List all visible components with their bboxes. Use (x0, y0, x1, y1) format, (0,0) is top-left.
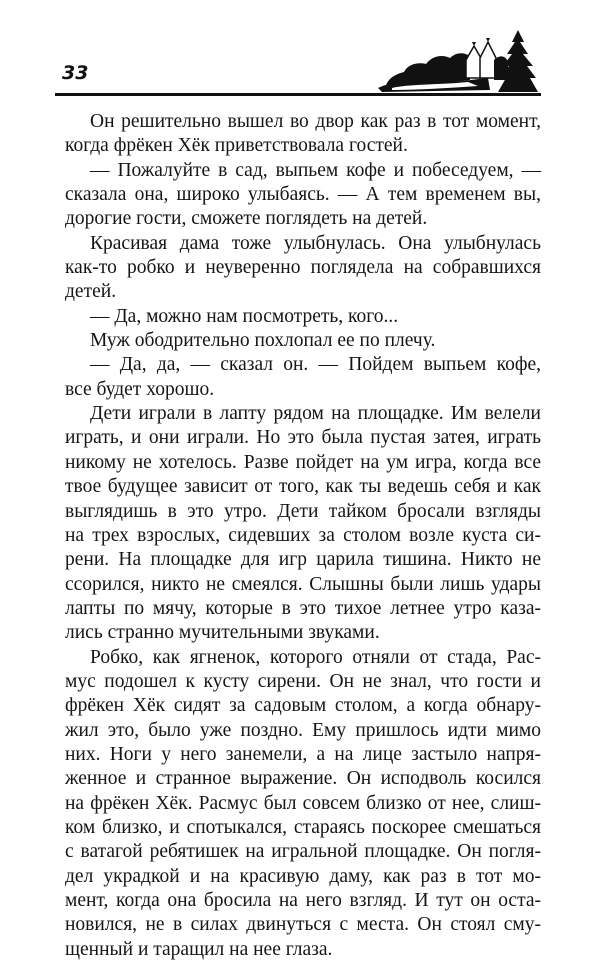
text-line: лапты по мячу, которые в это тихое летнее утро каза- (65, 597, 541, 619)
text-line: когда фрёкен Хёк приветствовала гостей. (65, 135, 408, 157)
text-line: них. Ноги у него занемели, а на лице застыло напря- (65, 743, 541, 765)
text-line: с ватагой ребятишек на игральной площадке. Он погля- (65, 841, 541, 863)
page-number: 33 (62, 62, 89, 84)
text-line: рени. На площадке для игр царила тишина. Никто не (65, 549, 541, 571)
text-line: Робко, как ягненок, которого отняли от стада, Рас- (90, 646, 541, 668)
landscape-illustration-icon (378, 30, 540, 96)
text-line: выглядишь в это утро. Дети тайком бросали взгляды (65, 500, 541, 522)
text-line: дел украдкой и на красивую даму, как раз в тот мо- (65, 865, 541, 887)
text-line: — Пожалуйте в сад, выпьем кофе и побеседуем, — (90, 159, 541, 181)
header-rule (55, 93, 541, 96)
text-line: мент, когда она бросила на него взгляд. И тут он оста- (65, 890, 541, 911)
text-line: все будет хорошо. (65, 378, 215, 400)
body-text (65, 110, 541, 962)
text-line: новился, не в силах двинуться с места. Он стоял сму- (65, 914, 541, 936)
text-line: играть, и они играли. Но это была пустая затея, играть (65, 427, 541, 449)
text-line: Дети играли в лапту рядом на площадке. Им велели (90, 403, 541, 425)
text-line: лись странно мучительными звуками. (65, 622, 380, 644)
text-line: мус подошел к кусту сирени. Он не знал, что гости и (65, 670, 541, 692)
text-line: — Да, да, — сказал он. — Пойдем выпьем кофе, (90, 354, 541, 376)
text-line: — Да, можно нам посмотреть, кого... (90, 305, 399, 327)
text-line: жил это, было уже поздно. Ему пришлось идти мимо (65, 719, 541, 741)
text-line: никому не хотелось. Разве пойдет на ум игра, когда все (65, 451, 541, 473)
text-line: ком близко, и спотыкался, стараясь поскорее смешаться (65, 816, 541, 838)
text-line: ссорился, никто не смеялся. Слышны были лишь удары (65, 573, 541, 595)
text-line: фрёкен Хёк сидят за садовым столом, а когда обнару- (65, 695, 541, 717)
text-line: сказала она, широко улыбаясь. — А тем временем вы, (65, 184, 541, 206)
text-line: Он решительно вышел во двор как раз в тот момент, (90, 111, 541, 132)
text-line: на фрёкен Хёк. Расмус был совсем близко от нее, слиш- (65, 792, 541, 814)
text-line: щенный и таращил на нее глаза. (65, 938, 333, 960)
text-line: твое будущее зависит от того, как ты ведешь себя и как (65, 476, 541, 498)
text-line: Муж ободрительно похлопал ее по плечу. (90, 330, 436, 352)
text-line: на трех взрослых, сидевших за столом возле куста си- (65, 524, 541, 546)
text-line: как-то робко и неуверенно поглядела на собравшихся (65, 257, 541, 279)
text-line: дорогие гости, сможете поглядеть на детей. (65, 208, 428, 230)
text-line: женное и странное выражение. Он исподволь косился (65, 768, 541, 790)
text-line: детей. (65, 281, 117, 303)
text-line: Красивая дама тоже улыбнулась. Она улыбнулась (90, 232, 541, 254)
